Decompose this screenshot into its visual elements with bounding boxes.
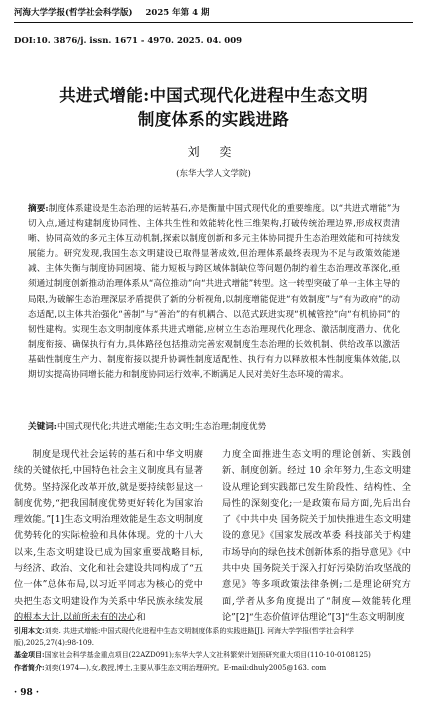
fund-label: 基金项目: bbox=[14, 650, 45, 659]
abstract-label: 摘要: bbox=[28, 204, 49, 214]
keywords-label: 关键词: bbox=[28, 422, 57, 432]
title-line-2: 制度体系的实践进路 bbox=[137, 110, 290, 129]
body-paragraph-left: 制度是现代社会运转的基石和中华文明赓续的关键依托,中国特色社会主义制度具有显著优势。坚持深化改革开放,就是要持续彰显这一制度优势,“把我国制度优势更好转化为国家治理效能。”[1]生态文明治理效能是生态文明制度优势转化的实际检验和具体体现。党的十八大以来,生态文明建设已成为国家重要战略目标,与经济、政治、文化和社会建设共同构成了“五位一体”总体布局,以习近平同志为核心的党中央把生态文明建设作为关系中华民族永续发展的根本大计,以前所未有的决心和 bbox=[14, 449, 203, 623]
journal-issue: 2025 年第 4 期 bbox=[145, 8, 210, 18]
journal-header bbox=[14, 6, 219, 18]
affiliation: (东华大学人文学院) bbox=[176, 169, 251, 179]
author: 刘 奕 bbox=[187, 145, 240, 159]
keywords bbox=[28, 420, 400, 432]
citation-text: 刘奕. 共进式增能:中国式现代化进程中生态文明制度体系的实践进路[J]. 河海大学学报(哲学社会科学版),2025,27(4):98-109. bbox=[14, 627, 354, 647]
citation-footnote bbox=[14, 625, 413, 649]
body-paragraph-right: 力度全面推进生态文明的理论创新、实践创新、制度创新。经过 10 余年努力,生态文明建设从理论到实践都已发生阶段性、结构性、全局性的深刻变化;一是政策布局方面,先后出台了《中共中央 国务院关于加快推进生态文明建设的意见》《国家发展改革委 科技部关于构建市场导向的绿色技术创新体系的指导意见》《中共中央 国务院关于深入打好污染防治攻坚战的意见》等多项政策法律条例;二是理论研究方面,学者从多角度提出了“制度—效能转化理论”[2]“生态价值评估理论”[3]“生态文明制度 bbox=[222, 449, 411, 623]
author-bio-text: 刘奕(1974—),女,教授,博士,主要从事生态文明治理研究。E-mail:dhuly2005@163. com bbox=[44, 664, 327, 672]
header-rule bbox=[14, 22, 413, 23]
abstract bbox=[28, 202, 400, 383]
fund-text: 国家社会科学基金重点项目(22AZD091);东华大学人文社科繁荣计划预研究重大项目(110-10-0108125) bbox=[44, 651, 371, 659]
author-footnote bbox=[14, 662, 413, 675]
body-column-right bbox=[222, 447, 411, 626]
body-column-left bbox=[14, 447, 203, 626]
page-number: · 98 · bbox=[14, 688, 40, 698]
doi: DOI:10. 3876/j. issn. 1671 - 4970. 2025. 04. 009 bbox=[14, 36, 243, 46]
keywords-text: 中国式现代化;共进式增能;生态文明;生态治理;制度优势 bbox=[56, 422, 267, 432]
footnote-rule bbox=[14, 620, 134, 621]
fund-footnote bbox=[14, 649, 413, 662]
journal-name: 河海大学学报(哲学社会科学版) bbox=[14, 8, 133, 18]
citation-label: 引用本文: bbox=[14, 626, 45, 635]
author-bio-label: 作者简介: bbox=[14, 663, 45, 672]
title-line-1: 共进式增能:中国式现代化进程中生态文明 bbox=[59, 86, 368, 105]
abstract-text: 制度体系建设是生态治理的运转基石,亦是衡量中国式现代化的重要维度。以“共进式增能”为切入点,通过构建制度协同性、主体共生性和效能转化性三维架构,打破传统治理边界,形成权责清晰、协同高效的多元主体互动机制,探索以制度创新和多元主体协同提升生态治理效能和可持续发展能力。研究发现,我国生态文明建设已取得显著成效,但治理体系最终表现为不足与政策效能递减、主体失衡与制度协同困境、能力短板与跨区域体制缺位等问题仍制约着生态治理改革深化,亟须通过制度创新推动治理体系从“高位推动”向“共进式增能”转型。这一转型突破了单一主体主导的局限,为破解生态治理深层矛盾提供了新的分析视角,以制度增能促进“有效制度”与“有为政府”的动态适配,以主体共治强化“善制”与“善治”的有机耦合、以范式跃进实现“机械管控”向“有机协同”的韧性建构。实现生态文明制度体系共进式增能,应树立生态治理现代化理念、激活制度潜力、优化制度衔接、确保执行有力,具体路径包括推动完善宏观制度生态治理的长效机制、供给改革以激活基础性制度生产力、制度衔接以提升协调性制度适配性、执行有力以释放根本性制度集体效能,以期切实提高协同增长能力和制度协同运行效率,不断满足人民对美好生态环境的需求。 bbox=[28, 204, 400, 381]
